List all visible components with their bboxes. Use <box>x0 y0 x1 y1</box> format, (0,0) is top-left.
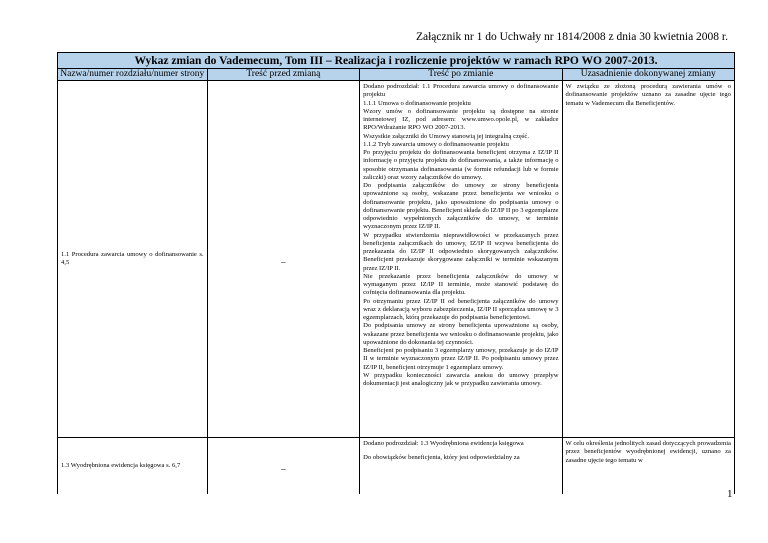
table-row <box>57 438 735 494</box>
after-paragraph: Po otrzymaniu przez IZ/IP II od beneficjenta załączników do umowy wraz z deklaracją wyboru zabezpieczenia, IZ/IP II sporządza umowę w 3 egzemplarzach, którą przekazuje do podpisania beneficjentowi. <box>363 297 559 321</box>
after-paragraph: Nie przekazanie przez beneficjenta załączników do umowy w wymaganym przez IZ/IP II terminie, może stanowić podstawę do cofnięcia dofinansowania dla projektu. <box>363 272 559 297</box>
before-text: _ <box>281 253 286 264</box>
header-after: Treść po zmianie <box>360 69 562 80</box>
table-title: Wykaz zmian do Vademecum, Tom III – Realizacja i rozliczenie projektów w ramach RPO WO 2007-2013. <box>57 52 735 69</box>
before-cell <box>208 81 361 437</box>
after-paragraph: Wzory umów o dofinansowanie projektu są dostępne na stronie internetowej IZ, pod adresem: www.umwo.opole.pl, w zakładce RPO/Wdrażanie RPO WO 2007-2013. <box>363 107 559 132</box>
after-cell <box>360 81 562 437</box>
header-reason: Uzasadnienie dokonywanej zmiany <box>580 69 716 79</box>
before-cell <box>208 438 361 494</box>
after-paragraph: Dodano podrozdział: 1.1 Procedura zawarcia umowy o dofinansowanie projektu <box>363 83 559 99</box>
reason-text: W związku ze złożoną procedurą zawierania umów o dofinansowanie projektów uznano za zasadne ujęcie tego tematu w Vademecum dla Beneficjentów. <box>565 83 731 107</box>
reason-text: W celu określenia jednolitych zasad dotyczących prowadzenia przez beneficjentów wyodrębnionej ewidencji, uznano za zasadne ujęcie tego tematu w <box>565 440 731 464</box>
attachment-note: Załącznik nr 1 do Uchwały nr 1814/2008 z dnia 30 kwietnia 2008 r. <box>415 31 728 43</box>
after-paragraph: Po przyjęciu projektu do dofinansowania beneficjent otrzyma z IZ/IP II informację o przyjęciu projektu do dofinansowania, a także informację o sposobie otrzymania dofinansowania (w formie refundacji lub w formie zaliczki) oraz wzory załączników do umowy. <box>363 149 559 181</box>
before-text: _ <box>281 460 286 471</box>
after-paragraph: Do podpisania załączników do umowy ze strony beneficjenta upoważnione są osoby, wskazane przez beneficjenta we wniosku o dofinansowanie projektu, jako upoważnione do podpisania umowy o dofinansowanie projektu. Beneficjent składa do IZ/IP II po 3 egzemplarze odpowiednio wypełnionych załączników do umowy, w terminie wyznaczonym przez IZ/IP II. <box>363 182 559 231</box>
after-paragraph: Wszystkie załączniki do Umowy stanowią jej integralną część. <box>363 132 529 140</box>
header-before: Treść przed zmianą <box>208 69 361 80</box>
table-header-row <box>57 69 735 81</box>
reason-cell <box>563 81 734 437</box>
after-paragraph: 1.1.2 Tryb zawarcia umowy o dofinansowanie projektu <box>363 140 509 148</box>
chapter-text: 1.3 Wyodrębniona ewidencja księgowa s. 6,7 <box>61 461 181 469</box>
after-paragraph: Do obowiązków beneficjenta, który jest odpowiedzialny za <box>363 454 520 462</box>
after-cell <box>360 438 562 494</box>
changes-table <box>57 52 735 494</box>
after-paragraph: Dodano podrozdział: 1.3 Wyodrębniona ewidencja księgowa <box>363 440 524 447</box>
after-paragraph: Do podpisania umowy ze strony beneficjenta upoważnione są osoby, wskazane przez beneficjenta we wniosku o dofinansowanie projektu, jako upoważnione do dokonania tej czynności. <box>363 322 559 346</box>
after-paragraph: 1.1.1 Umowa o dofinansowanie projektu <box>363 99 471 107</box>
after-paragraph: Beneficjent po podpisaniu 3 egzemplarzy umowy, przekazuje je do IZ/IP II w terminie wyznaczonym przez IZ/IP II. Po podpisaniu umowy przez IZ/IP II, beneficjent otrzymuje 1 egzemplarz umowy. <box>363 347 559 371</box>
chapter-text: 1.1 Procedura zawarcia umowy o dofinansowanie s. 4,5 <box>61 250 204 266</box>
reason-cell <box>563 438 734 494</box>
after-paragraph: W przypadku konieczności zawarcia aneksu do umowy przepływ dokumentacji jest analogiczny jak w przypadku zawierania umowy. <box>363 371 559 387</box>
after-paragraph: W przypadku stwierdzenia nieprawidłowości w przekazanych przez beneficjenta załącznikach do umowy, IZ/IP II wzywa beneficjenta do przekazania do IZ/IP II odpowiednio skorygowanych załączników. Beneficjent przekazuje skorygowane załączniki w terminie wskazanym przez IZ/IP II. <box>363 231 559 272</box>
chapter-cell <box>58 438 208 494</box>
table-row <box>57 81 735 438</box>
header-chapter: Nazwa/numer rozdziału/numer strony <box>58 69 208 80</box>
page-number: 1 <box>727 488 733 500</box>
chapter-cell <box>58 81 208 437</box>
